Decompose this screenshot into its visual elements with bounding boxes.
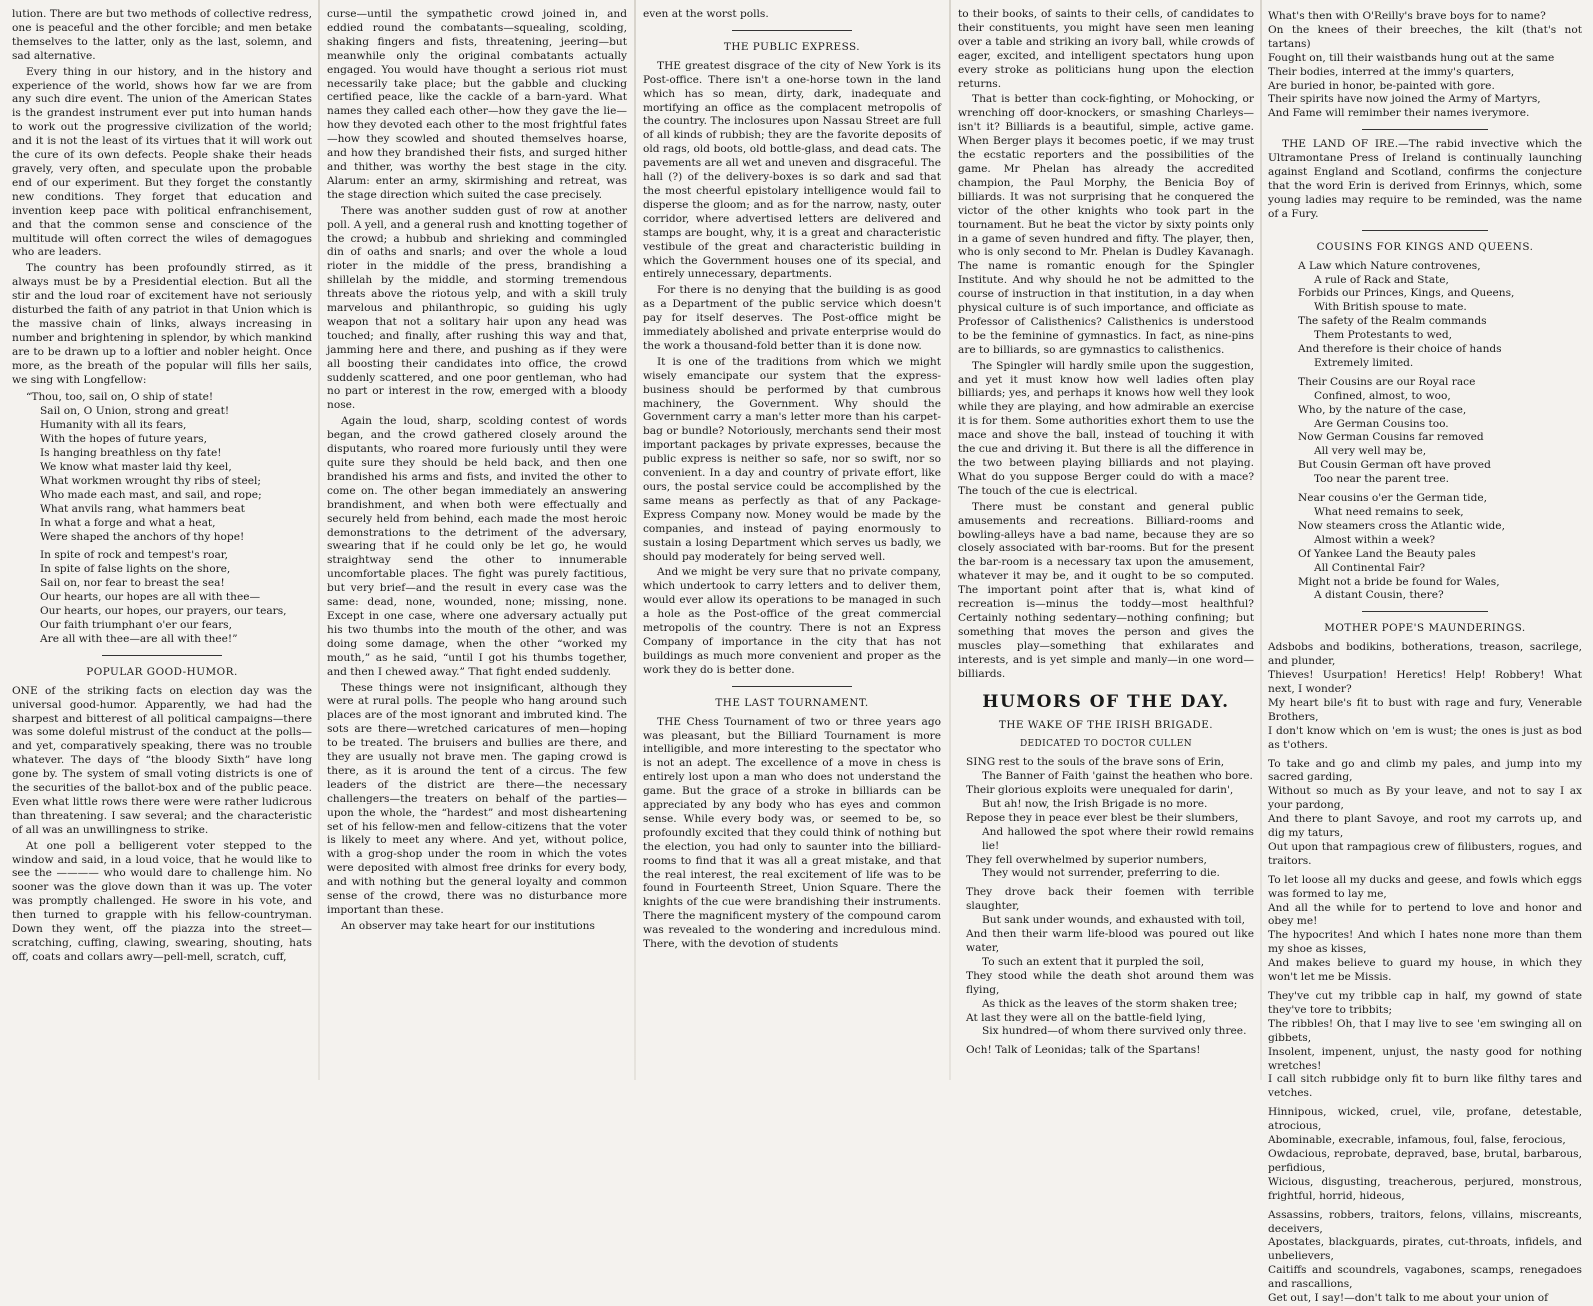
- verse-line: All Continental Fair?: [1314, 561, 1426, 574]
- paragraph: Every thing in our history, and in the history and experience of the world, shows how far we are from any such dire event. The union of the American States is the grandest instrument ever put into human hands to work out the progressive civilization of the world; and it is not the least of its virtues that it will work out the cure of its own defects. People shake their heads gravely, very often, and speculate upon the probable end of our experiment. But they forget the constantly new conditions. They forget that education and invention keep pace with political enfranchisement, and that the common sense and conscience of the multitude will often correct the wiles of demagogues who are leaders.: [12, 65, 312, 259]
- verse-line: But sank under wounds, and exhausted with toil,: [982, 914, 1246, 927]
- verse-line: Our hearts, our hopes, our prayers, our tears,: [40, 605, 287, 618]
- verse-line: SING rest to the souls of the brave sons of Erin,: [966, 756, 1225, 769]
- verse-line: Might not a bride be found for Wales,: [1298, 575, 1500, 588]
- verse-line: On the knees of their breeches, the kilt (that's not tartans): [1268, 23, 1582, 50]
- verse-line: In what a forge and what a heat,: [40, 516, 216, 529]
- verse-line: The Banner of Faith 'gainst the heathen who bore.: [982, 770, 1253, 783]
- verse-line: Their bodies, interred at the immy's quarters,: [1268, 65, 1515, 78]
- verse-line: Fought on, till their waistbands hung out at the same: [1268, 51, 1555, 64]
- verse-line: Out upon that rampagious crew of filibusters, rogues, and traitors.: [1268, 840, 1582, 867]
- verse-line: Them Protestants to wed,: [1314, 329, 1453, 342]
- verse-line: Wicious, disgusting, treacherous, perjured, monstrous, frightful, horrid, hideous,: [1268, 1175, 1582, 1202]
- verse-line: They stood while the death shot around them was flying,: [966, 969, 1254, 996]
- verse-line: A Law which Nature controvenes,: [1298, 259, 1481, 272]
- paragraph: Again the loud, sharp, scolding contest of words began, and the crowd gathered closely around the disputants, who roared more furiously until they were quite sure they should be held back, and then one brandished his arms and fists, and invited the other to come on. The other began immediately an answering brandishment, and when both were effectually and securely held from behind, each made the most heroic demonstrations to the detriment of the adversary, swearing that if he could only be let go, he would straightway send the other to innumerable uncomfortable places. The fight was purely factitious, but very brief—and the result in every case was the same: dead, none, wounded, none; missing, none. Except in one case, where one adversary actually put his two thumbs into the mouth of the other, and was doing some damage, when the other “worked my mouth,” as he said, “until I got his thumbs together, and then I chewed away.” That fight ended suddenly.: [327, 415, 627, 678]
- verse-line: But ah! now, the Irish Brigade is no more.: [982, 797, 1208, 810]
- column-divider: [949, 0, 951, 1080]
- section-heading: THE WAKE OF THE IRISH BRIGADE.: [998, 719, 1214, 732]
- verse-line: To let loose all my ducks and geese, and fowls which eggs was formed to lay me,: [1268, 873, 1582, 900]
- column-1: [12, 8, 312, 1070]
- verse-line: Insolent, impenent, unjust, the nasty good for nothing wretches!: [1268, 1045, 1582, 1072]
- verse-line: Their spirits have now joined the Army of Martyrs,: [1268, 93, 1541, 106]
- section-heading: COUSINS FOR KINGS AND QUEENS.: [1316, 240, 1534, 253]
- verse-line: And Fame will remimber their names iverymore.: [1268, 107, 1530, 120]
- paragraph: And we might be very sure that no private company, which undertook to carry letters and to deliver them, would ever allow its operations to be managed in such a hole as the Post-office of the great commercial metropolis of the country. There is not an Express Company of importance in the city that has not buildings as much more convenient and proper as the work they do is better done.: [643, 566, 941, 676]
- section-heading: MOTHER POPE'S MAUNDERINGS.: [1324, 622, 1526, 635]
- verse-line: Sail on, O Union, strong and great!: [40, 405, 230, 418]
- verse-line: Now steamers cross the Atlantic wide,: [1298, 519, 1505, 532]
- verse-line: At last they were all on the battle-field lying,: [966, 1011, 1206, 1024]
- paragraph: These things were not insignificant, although they were at rural polls. The people who hang around such places are of the most ignorant and imbruted kind. The sots are there—wretched caricatures of men—hoping to be treated. The bruisers and bullies are there, and they are usually not brave men. The gaping crowd is there, as it is around the tent of a circus. The few leaders of the district are there—the necessary challengers—the treaters on behalf of the parties—upon the whole, the “hardest” and most disheartening set of his fellow-men and fellow-citizens that the voter is likely to meet any where. And yet, without police, with a grog-shop under the room in which the votes were deposited with almost free drinks for every body, and with nothing but the general loyalty and common sense of the crowd, there was no disturbance more important than these.: [327, 681, 627, 916]
- verse-line: Repose they in peace ever blest be their slumbers,: [966, 811, 1239, 824]
- verse-line: Who, by the nature of the case,: [1298, 403, 1467, 416]
- paragraph: The Spingler will hardly smile upon the suggestion, and yet it must know how well ladies often play billiards; yes, and perhaps it knows how well they look while they are playing, and how admirable an exercise it is for them. Some authorities exhort them to use the mace and shove the ball, instead of touching it with the cue and driving it. But there is all the difference in the two between playing billiards and not playing. What do you suppose Berger could do with a mace? The touch of the cue is electrical.: [958, 359, 1254, 497]
- verse-line: The hypocrites! And which I hates none more than them my shoe as kisses,: [1268, 929, 1582, 956]
- verse-line: Our hearts, our hopes are all with thee—: [40, 591, 261, 604]
- verse-line: I don't know which on 'em is wust; the ones is just as bod as t'others.: [1268, 724, 1582, 751]
- verse-line: Is hanging breathless on thy fate!: [40, 447, 222, 460]
- mother-pope-poem: [1268, 641, 1582, 1306]
- paragraph: That is better than cock-fighting, or Mohocking, or wrenching off door-knockers, or smashing Charleys—isn't it? Billiards is a beautiful, simple, active game. When Berger plays it becomes poetic, if we may trust the ecstatic reporters and the possibilities of the game. Mr Phelan has already the accredited champion, the Paul Morphy, the Benicia Boy of billiards. It was not surprising that he conquered the victor of the other knights who took part in the tournament. But he beat the victor by sixty points only in a game of seven hundred and fifty. The player, then, who is only second to Mr. Phelan is Dudley Kavanagh. The name is romantic enough for the Spingler Institute. And why should he not be admitted to the course of instruction in that institution, in a day when physical culture is of such importance, and officiate as Professor of Calisthenics? Calisthenics is understood to be the feminine of gymnastics. In fact, as nine-pins are to billiards, so are gymnastics to calisthenics.: [958, 93, 1254, 356]
- verse-line: We know what master laid thy keel,: [40, 461, 232, 473]
- column-5: [1268, 8, 1582, 1305]
- verse-line: My heart bile's fit to bust with rage and fury, Venerable Brothers,: [1268, 696, 1582, 723]
- section-heading: THE LAST TOURNAMENT.: [715, 696, 869, 709]
- column-divider: [634, 0, 636, 1080]
- verse-line: Hinnipous, wicked, cruel, vile, profane, detestable, atrocious,: [1268, 1106, 1582, 1133]
- paragraph: THE greatest disgrace of the city of New York is its Post-office. There isn't a one-horse town in the land which has so mean, dirty, dark, inadequate and mortifying an office as the complacent metropolis of the country. The inclosures upon Nassau Street are full of all kinds of rubbish; they are the favorite deposits of old rags, old boots, old bottle-glass, and dead cats. The pavements are all wet and uneven and disgraceful. The hall (?) of the delivery-boxes is so dark and sad that the most cheerful epistolary intelligence would fail to disperse the gloom; and as for the narrow, nasty, outer corridor, where advertised letters are delivered and stamps are bought, why, it is a great and characteristic vestibule of the great and characteristic building in which the Government houses one of its special, and entirely unnecessary, departments.: [643, 59, 941, 281]
- verse-line: A distant Cousin, there?: [1314, 589, 1444, 602]
- verse-line: Are all with thee—are all with thee!”: [40, 632, 238, 645]
- verse-line: The ribbles! Oh, that I may live to see 'em swinging all on gibbets,: [1268, 1017, 1582, 1044]
- verse-line: And there to plant Savoye, and root my carrots up, and dig my taturs,: [1268, 813, 1582, 840]
- verse-line: Their glorious exploits were unequaled for darin',: [966, 784, 1234, 797]
- verse-line: Humanity with all its fears,: [40, 419, 187, 432]
- section-rule: [102, 655, 222, 656]
- verse-line: What workmen wrought thy ribs of steel;: [40, 474, 261, 487]
- column-2: [327, 8, 627, 1070]
- verse-line: A rule of Rack and State,: [1314, 273, 1449, 286]
- paragraph: THE Chess Tournament of two or three years ago was pleasant, but the Billiard Tournament is more intelligible, and more interesting to the spectator who is not an adept. The excellence of a move in chess is entirely lost upon a man who does not understand the game. But the grace of a stroke in billiards can be appreciated by any body who has eyes and common sense. While every body was, or seemed to be, so profoundly excited that they could think of nothing but the election, you had only to saunter into the billiard-rooms to find that it was all a great mistake, and that the real interest, the real excitement of life was to be found in Fourteenth Street, Union Square. There the knights of the cue were brandishing their instruments. There the magnificent mystery of the compound carom was revealed to the wondering and incredulous mind. There, with the devotion of students: [643, 715, 941, 951]
- verse-line: Their Cousins are our Royal race: [1298, 375, 1476, 388]
- verse-line: With British spouse to mate.: [1314, 301, 1467, 314]
- humors-banner: HUMORS OF THE DAY.: [982, 691, 1230, 712]
- verse-line: To take and go and climb my pales, and jump into my sacred garding,: [1268, 757, 1582, 784]
- section-heading: POPULAR GOOD-HUMOR.: [86, 665, 238, 678]
- verse-line: Get out, I say!—don't talk to me about your union of: [1268, 1292, 1549, 1305]
- verse-line: They fell overwhelmed by superior numbers,: [966, 853, 1207, 866]
- verse-line: What need remains to seek,: [1314, 506, 1464, 518]
- verse-line: Without so much as By your leave, and not to say I ax your pardong,: [1268, 785, 1582, 812]
- verse-line: As thick as the leaves of the storm shaken tree;: [982, 997, 1238, 1010]
- paragraph: For there is no denying that the building is as good as a Department of the public service which doesn't pay for itself deserves. The Post-office might be immediately abolished and private enterprise would do the work a thousand-fold better than it is done now.: [643, 284, 941, 352]
- verse-line: And therefore is their choice of hands: [1298, 343, 1502, 356]
- column-divider: [318, 0, 320, 1080]
- verse-line: In spite of false lights on the shore,: [40, 563, 231, 576]
- paragraph: ONE of the striking facts on election day was the universal good-humor. Apparently, we had had the sharpest and bitterest of all political campaigns—there was some doleful mistrust of the conduct at the polls—and yet, comparatively speaking, there was no trouble whatever. The days of “the bloody Sixth” have long gone by. The system of small voting districts is one of the securities of the ballot-box and of the public peace. Even what little rows there were were rather ludicrous than threatening. I saw several; and the characteristic of all was an unwillingness to strike.: [12, 684, 312, 836]
- verse-line: Our faith triumphant o'er our fears,: [40, 618, 232, 631]
- verse-line: Sail on, nor fear to breast the sea!: [40, 577, 225, 590]
- verse-line: All very well may be,: [1314, 445, 1427, 458]
- verse-line: And all the while for to pertend to love and honor and obey me!: [1268, 901, 1582, 928]
- verse-line: What's then with O'Reilly's brave boys for to name?: [1268, 10, 1546, 22]
- verse-line: They would not surrender, preferring to die.: [982, 867, 1220, 880]
- verse-line: Apostates, blackguards, pirates, cut-throats, infidels, and unbelievers,: [1268, 1236, 1582, 1263]
- verse-line: Extremely limited.: [1314, 356, 1414, 369]
- cousins-poem: [1298, 260, 1582, 604]
- verse-line: Now German Cousins far removed: [1298, 431, 1484, 444]
- verse-line: Of Yankee Land the Beauty pales: [1298, 547, 1476, 560]
- verse-line: Assassins, robbers, traitors, felons, villains, miscreants, deceivers,: [1268, 1208, 1582, 1235]
- section-rule: [732, 30, 851, 31]
- paragraph: The country has been profoundly stirred, as it always must be by a Presidential election. But all the stir and the loud roar of excitement have not seriously disturbed the faith of any patriot in that Union which is the massive chain of links, always increasing in number and brightening in splendor, by which mankind are to be drawn up to a loftier and nobler height. Once more, as the breath of the popular will fills her sails, we sing with Longfellow:: [12, 262, 312, 386]
- verse-line: Abominable, execrable, infamous, foul, false, ferocious,: [1268, 1134, 1566, 1147]
- verse-line: They drove back their foemen with terrible slaughter,: [966, 886, 1254, 913]
- verse-line: “Thou, too, sail on, O ship of state!: [26, 391, 214, 404]
- paragraph: At one poll a belligerent voter stepped to the window and said, in a loud voice, that he would like to see the ———— who would dare to challenge him. No sooner was the glove down than it was up. The voter was promptly challenged. He swore in his vote, and then turned to grapple with his fellow-countryman. Down they went, off the piazza into the street—scratching, cuffing, clawing, swearing, shouting, hats off, coats and collars awry—pell-mell, scratch, cuff,: [12, 839, 312, 963]
- verse-line: They've cut my tribble cap in half, my gownd of state they've tore to tribbits;: [1268, 990, 1582, 1016]
- column-3: [643, 8, 941, 1070]
- verse-line: Were shaped the anchors of thy hope!: [40, 530, 245, 543]
- verse-line: Och! Talk of Leonidas; talk of the Spartans!: [966, 1044, 1201, 1057]
- brigade-poem-continued: [1268, 10, 1582, 121]
- paragraph: There was another sudden gust of row at another poll. A yell, and a general rush and knotting together of the crowd; a hubbub and shrieking and commingled din of oaths and snarls; and over the whole a loud rioter in the middle of the press, brandishing a shillelah by the middle, and storming tremendous threats above the riotous yelp, and with a skill truly marvelous and philanthropic, so guiding his ugly weapon that not a solitary hair upon any head was touched; and finally, after rushing this way and that, jamming here and there, and pushing as if they were all boosting their candidates into office, the crowd suddenly scattered, and one poor gentleman, who had no part or interest in the row, emerged with a bloody nose.: [327, 204, 627, 412]
- paragraph: There must be constant and general public amusements and recreations. Billiard-rooms and bowling-alleys have a bad name, because they are so closely associated with bar-rooms. But for the present the bar-room is a necessary tax upon the amusement, whatever it may be, and it ought to be so computed. The important point after that is, what kind of recreation is—minus the toddy—most healthful? Certainly nothing sedentary—nothing confining; but something that moves the person and gives the muscles play—something that exhilarates and interests, and is yet simple and manly—in one word—billiards.: [958, 500, 1254, 680]
- verse-line: Too near the parent tree.: [1314, 473, 1450, 486]
- longfellow-verse: [26, 391, 312, 646]
- column-4: [958, 8, 1254, 1070]
- dedication: DEDICATED TO DOCTOR CULLEN: [1019, 739, 1193, 750]
- verse-line: Caitiffs and scoundrels, vagabones, scamps, renegadoes and rascallions,: [1268, 1264, 1582, 1291]
- verse-line: To such an extent that it purpled the soil,: [982, 955, 1205, 968]
- verse-line: With the hopes of future years,: [40, 433, 207, 446]
- paragraph: THE LAND OF IRE.—The rabid invective which the Ultramontane Press of Ireland is continually launching against England and Scotland, confirms the conjecture that the word Erin is derived from Erinnys, which, some young ladies may require to be reminded, was the name of a Fury.: [1268, 138, 1582, 220]
- section-rule: [1362, 230, 1488, 231]
- section-rule: [1362, 129, 1488, 130]
- verse-line: Who made each mast, and sail, and rope;: [40, 488, 262, 501]
- verse-line: Almost within a week?: [1314, 533, 1436, 546]
- verse-line: Owdacious, reprobate, depraved, base, brutal, barbarous, perfidious,: [1268, 1147, 1582, 1174]
- verse-line: And then their warm life-blood was poured out like water,: [966, 928, 1254, 954]
- paragraph: An observer may take heart for our institutions: [341, 919, 595, 932]
- verse-line: Confined, almost, to woo,: [1314, 389, 1451, 402]
- section-heading: THE PUBLIC EXPRESS.: [723, 40, 861, 53]
- verse-line: But Cousin German oft have proved: [1298, 459, 1491, 472]
- verse-line: And hallowed the spot where their rowld remains lie!: [982, 825, 1254, 852]
- verse-line: Forbids our Princes, Kings, and Queens,: [1298, 287, 1515, 300]
- paragraph: It is one of the traditions from which we might wisely emancipate our system that the express-business should be performed by that cumbrous machinery, the Government. Why should the Government carry a man's letter more than his carpet-bag or bundle? Notoriously, merchants send their most important packages by private expresses, because the public express is neither so safe, nor so swift, nor so convenient. In a day and country of private effort, like ours, the postal service could be accomplished by the same means as perfectly as that of any Package-Express Company now. Money would be made by the companies, and instead of paying enormously to sustain a losing Department which serves us badly, we should pay moderately for being served well.: [643, 355, 941, 563]
- verse-line: The safety of the Realm commands: [1298, 315, 1487, 328]
- verse-line: Are German Cousins too.: [1314, 417, 1449, 430]
- verse-line: Adsbobs and bodikins, botherations, treason, sacrilege, and plunder,: [1268, 641, 1582, 668]
- verse-line: Six hundred—of whom there survived only three.: [982, 1025, 1247, 1038]
- verse-line: What anvils rang, what hammers beat: [40, 502, 245, 515]
- verse-line: In spite of rock and tempest's roar,: [40, 549, 229, 562]
- paragraph: to their books, of saints to their cells, of candidates to their constituents, you might have seen men leaning over a table and striking an ivory ball, while crowds of eager, excited, and intelligent spectators hung upon every stroke as politicians hung upon the election returns.: [958, 8, 1254, 90]
- brigade-poem: [966, 756, 1254, 1058]
- column-divider: [1260, 0, 1262, 1080]
- section-rule: [732, 686, 851, 687]
- paragraph: lution. There are but two methods of collective redress, one is peaceful and the other forcible; and men betake themselves to the latter, only as the last, solemn, and sad alternative.: [12, 8, 312, 62]
- verse-line: Are buried in honor, be-painted with gore.: [1268, 79, 1495, 92]
- paragraph: curse—until the sympathetic crowd joined in, and eddied round the combatants—squealing, scolding, shaking fingers and fists, threatening, jeering—but meanwhile only the original combatants actually engaged. You would have thought a serious riot must necessarily take place; but the gabble and clucking certified peace, like the cackle of a barn-yard. What names they called each other—how they gave the lie—how they devoted each other to the most frightful fates—how they scowled and shouted themselves hoarse, and how they brandished their fists, and surged hither and thither, was worthy the best stage in the city. Alarum: enter an army, skirmishing and retreat, was the stage direction which suited the case precisely.: [327, 8, 627, 201]
- paragraph: even at the worst polls.: [643, 8, 769, 20]
- section-rule: [1362, 611, 1488, 612]
- verse-line: And makes believe to guard my house, in which they won't let me be Missis.: [1268, 957, 1582, 984]
- verse-line: I call sitch rubbidge only fit to burn like filthy tares and vetches.: [1268, 1073, 1582, 1100]
- verse-line: Thieves! Usurpation! Heretics! Help! Robbery! What next, I wonder?: [1268, 669, 1582, 695]
- verse-line: Near cousins o'er the German tide,: [1298, 492, 1487, 505]
